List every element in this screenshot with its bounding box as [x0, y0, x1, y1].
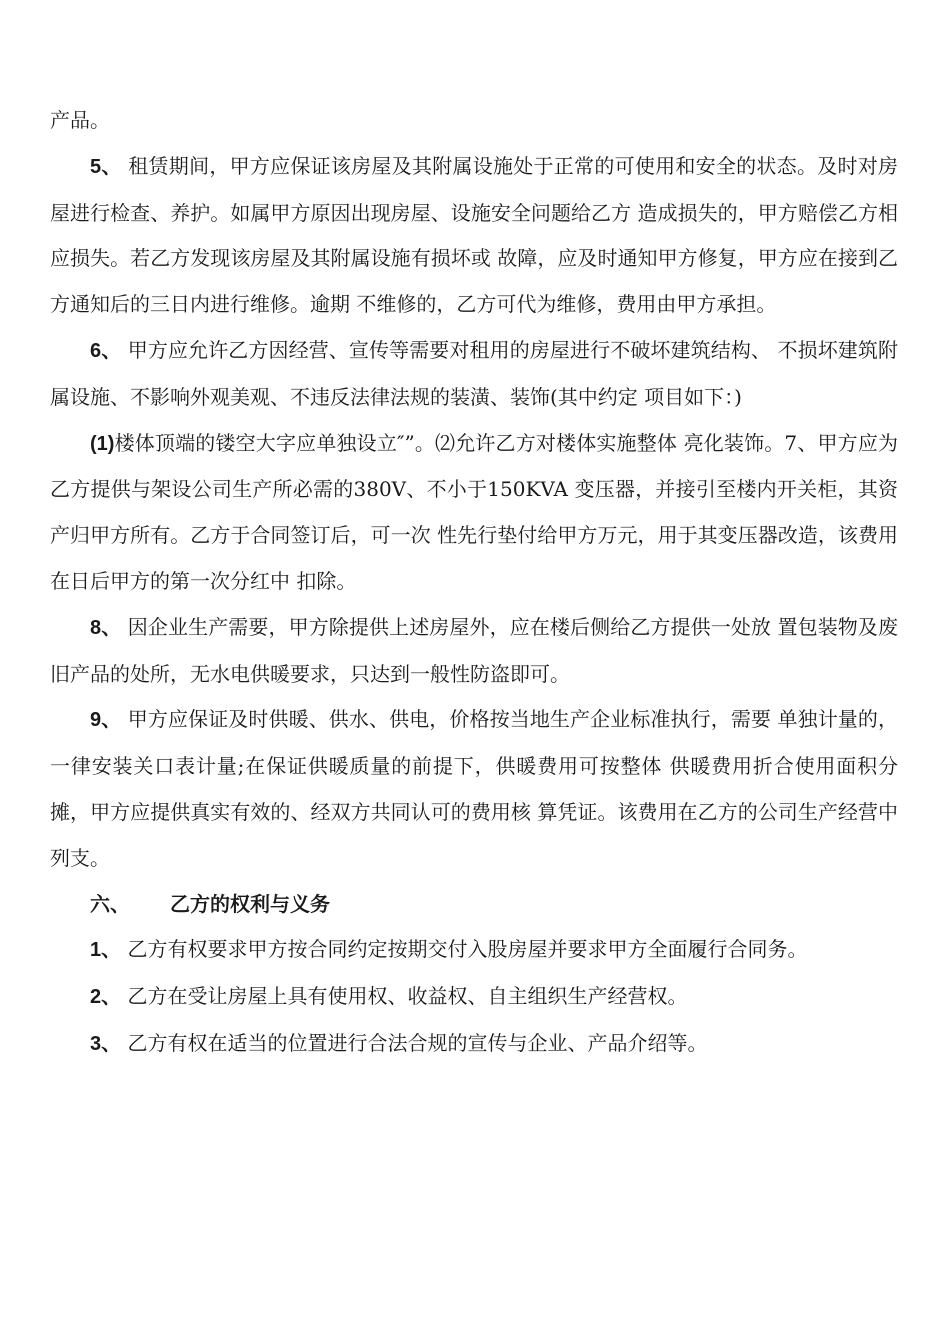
sub-item-text: 楼体顶端的镂空大字应单独设立″”。⑵允许乙方对楼体实施整体 亮化装饰。7、甲方应为乙方提供与架设公司生产所必需的380V、不小于150KVA 变压器，并接引至楼内开关柜，其资产归甲方所有。乙方于合同签订后，可一次 性先行垫付给甲方万元，用于其变压器改造，该费用在日后甲方的第一次分红中 扣除。: [50, 430, 898, 593]
item-text: 乙方有权要求甲方按合同约定按期交付入股房屋并要求甲方全面履行合同务。: [121, 937, 808, 962]
item-number: 3、: [90, 1032, 122, 1055]
clause-8: [50, 605, 898, 698]
clause-6: [50, 328, 898, 421]
item-text: 乙方在受让房屋上具有使用权、收益权、自主组织生产经营权。: [121, 984, 688, 1009]
clause-text: 因企业生产需要，甲方除提供上述房屋外，应在楼后侧给乙方提供一处放 置包装物及废旧产品的处所，无水电供暖要求，只达到一般性防盗即可。: [50, 614, 898, 686]
paragraph-continuation: [50, 98, 898, 144]
section-title: 乙方的权利与义务: [170, 891, 330, 916]
clause-text: 租赁期间，甲方应保证该房屋及其附属设施处于正常的可使用和安全的状态。及时对房屋进行检查、养护。如属甲方原因出现房屋、设施安全问题给乙方 造成损失的，甲方赔偿乙方相应损失。若乙方发现该房屋及其附属设施有损坏或 故障，应及时通知甲方修复，甲方应在接到乙方通知后的三日内进行维修。逾期 不维修的，乙方可代为维修，费用由甲方承担。: [50, 153, 899, 317]
document-page: [50, 98, 898, 1068]
item-number: 2、: [90, 986, 122, 1009]
clause-text: 甲方应允许乙方因经营、宣传等需要对租用的房屋进行不破坏建筑结构、 不损坏建筑附属设施、不影响外观美观、不违反法律法规的装潢、装饰(其中约定 项目如下：): [50, 337, 898, 409]
section-heading: [50, 882, 898, 928]
paragraph-text: 产品。: [50, 108, 110, 132]
item-text: 乙方有权在适当的位置进行合法合规的宣传与企业、产品介绍等。: [121, 1030, 708, 1055]
section-number: 六、: [90, 891, 130, 916]
item-number: 1、: [90, 939, 122, 962]
clause-number: 9、: [90, 709, 122, 732]
clause-number: 8、: [90, 616, 122, 639]
right-item-1: [50, 927, 898, 974]
clause-number: 6、: [90, 339, 122, 362]
sub-item-number: (1): [90, 432, 115, 455]
clause-9: [50, 697, 898, 881]
clause-5: [50, 144, 898, 328]
right-item-2: [50, 974, 898, 1021]
clause-6-sub: [50, 421, 898, 605]
clause-text: 甲方应保证及时供暖、供水、供电，价格按当地生产企业标准执行，需要 单独计量的，一律安装关口表计量;在保证供暖质量的前提下，供暖费用可按整体 供暖费用折合使用面积分摊，甲方应提供真实有效的、经双方共同认可的费用核 算凭证。该费用在乙方的公司生产经营中列支。: [50, 707, 898, 870]
clause-number: 5、: [90, 155, 122, 178]
right-item-3: [50, 1021, 898, 1068]
